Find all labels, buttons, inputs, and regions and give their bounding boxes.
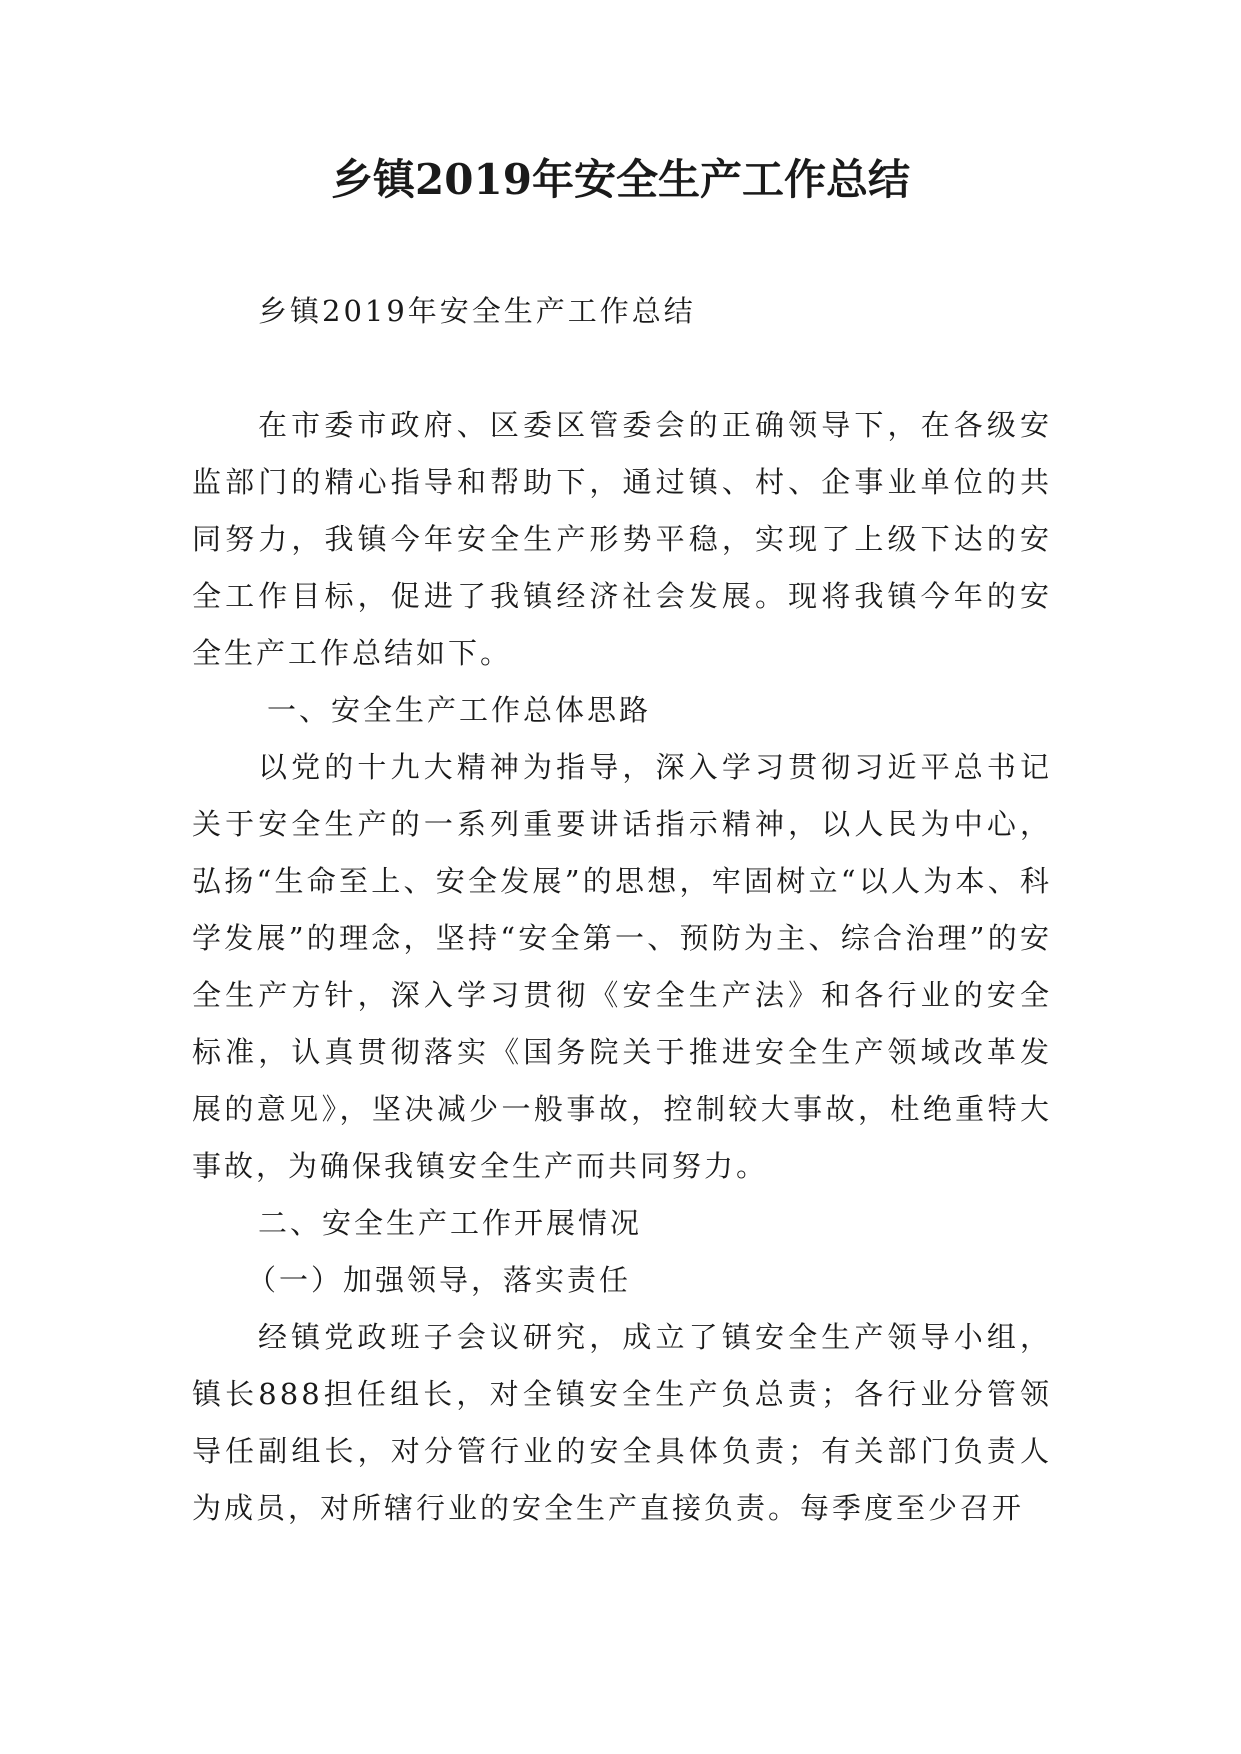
- document-subtitle: 乡镇2019年安全生产工作总结: [258, 294, 696, 328]
- paragraph-intro: 在市委市政府、区委区管委会的正确领导下，在各级安监部门的精心指导和帮助下，通过镇、村、企事业单位的共同努力，我镇今年安全生产形势平稳，实现了上级下达的安全工作目标，促进了我镇经济社会发展。现将我镇今年的安全生产工作总结如下。: [192, 408, 1052, 670]
- document-body: [192, 283, 1052, 1537]
- subsection-heading-1: （一）加强领导，落实责任: [247, 1263, 632, 1297]
- section-heading-2: 二、安全生产工作开展情况: [258, 1206, 643, 1240]
- section-heading-1: 一、安全生产工作总体思路: [267, 693, 652, 727]
- document-title: 乡镇2019年安全生产工作总结: [331, 155, 910, 204]
- paragraph-leadership: 经镇党政班子会议研究，成立了镇安全生产领导小组，镇长888担任组长，对全镇安全生产负总责；各行业分管领导任副组长，对分管行业的安全具体负责；有关部门负责人为成员，对所辖行业的安全生产直接负责。每季度至少召开: [192, 1320, 1052, 1525]
- paragraph-guiding-thought: 以党的十九大精神为指导，深入学习贯彻习近平总书记关于安全生产的一系列重要讲话指示精神，以人民为中心，弘扬“生命至上、安全发展”的思想，牢固树立“以人为本、科学发展”的理念，坚持“安全第一、预防为主、综合治理”的安全生产方针，深入学习贯彻《安全生产法》和各行业的安全标准，认真贯彻落实《国务院关于推进安全生产领域改革发展的意见》，坚决减少一般事故，控制较大事故，杜绝重特大事故，为确保我镇安全生产而共同努力。: [192, 750, 1052, 1183]
